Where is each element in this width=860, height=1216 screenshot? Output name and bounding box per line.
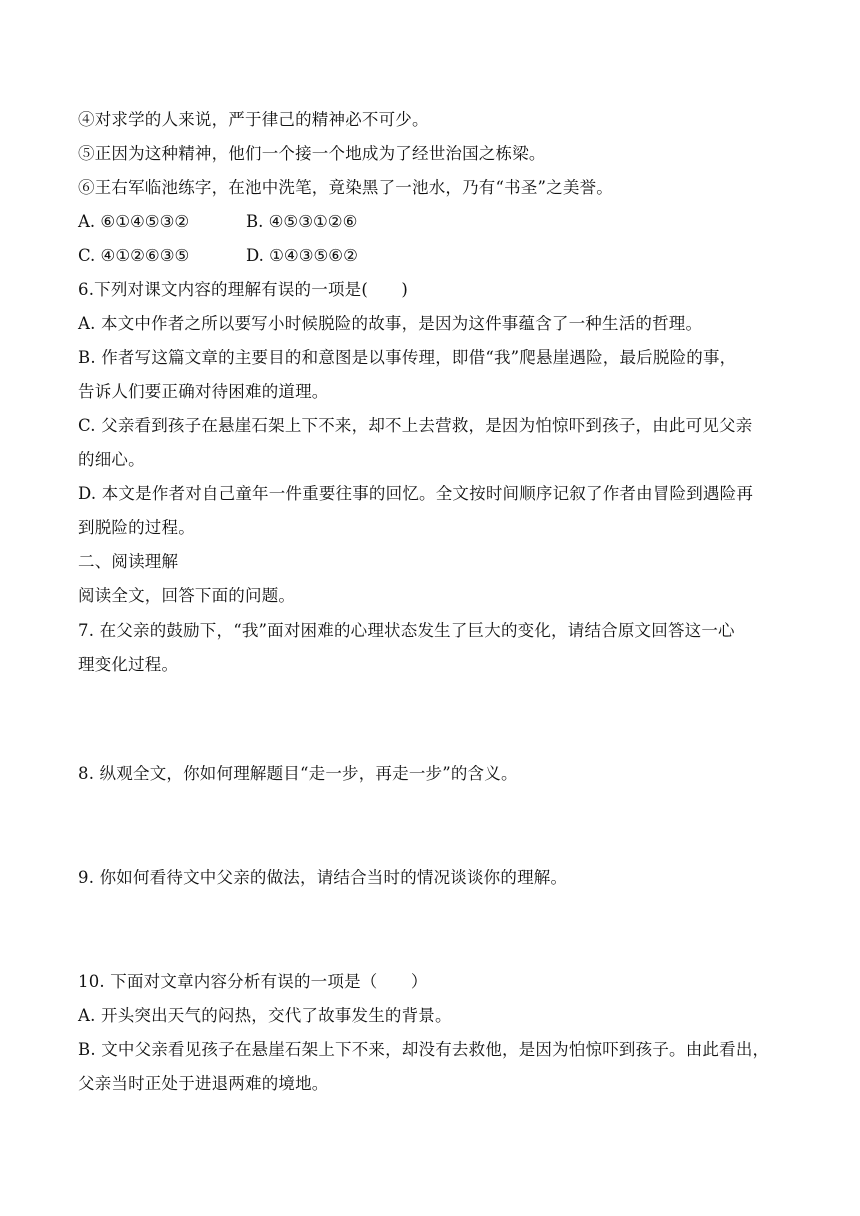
q5-options-row-2: [78, 245, 358, 267]
q7-line-2: 理变化过程。: [78, 655, 179, 674]
section-2-intro: 阅读全文，回答下面的问题。: [78, 586, 296, 605]
q10-option-a: A. 开头突出天气的闷热，交代了故事发生的背景。: [78, 1006, 452, 1025]
q10-option-b-line-2: 父亲当时正处于进退两难的境地。: [78, 1074, 329, 1093]
q5-option-b: B. ④⑤③①②⑥: [246, 212, 358, 231]
q8: 8. 纵观全文，你如何理解题目“走一步，再走一步”的含义。: [78, 764, 518, 783]
sentence-6: ⑥王右军临池练字，在池中洗笔，竟染黑了一池水，乃有“书圣”之美誉。: [78, 178, 613, 197]
q6-option-a: A. 本文中作者之所以要写小时候脱险的故事，是因为这件事蕴含了一种生活的哲理。: [78, 314, 703, 333]
q6-option-b-line-1: B. 作者写这篇文章的主要目的和意图是以事传理，即借“我”爬悬崖遇险，最后脱险的事，: [78, 348, 737, 367]
q6-option-c-line-1: C. 父亲看到孩子在悬崖石架上下不来，却不上去营救，是因为怕惊吓到孩子，由此可见父亲: [78, 416, 753, 435]
q6-option-d-line-1: D. 本文是作者对自己童年一件重要往事的回忆。全文按时间顺序记叙了作者由冒险到遇险再: [78, 484, 754, 503]
q9: 9. 你如何看待文中父亲的做法，请结合当时的情况谈谈你的理解。: [78, 868, 568, 887]
q10-option-b-line-1: B. 文中父亲看见孩子在悬崖石架上下不来，却没有去救他，是因为怕惊吓到孩子。由此看出，: [78, 1040, 770, 1059]
q5-option-c: C. ④①②⑥③⑤: [78, 246, 190, 265]
q7-line-1: 7. 在父亲的鼓励下，“我”面对困难的心理状态发生了巨大的变化，请结合原文回答这一心: [78, 621, 735, 640]
q6-option-d-line-2: 到脱险的过程。: [78, 518, 195, 537]
q6-option-b-line-2: 告诉人们要正确对待困难的道理。: [78, 382, 329, 401]
section-2-heading: 二、阅读理解: [78, 552, 179, 571]
sentence-5: ⑤正因为这种精神，他们一个接一个地成为了经世治国之栋梁。: [78, 144, 546, 163]
q6-stem: 6.下列对课文内容的理解有误的一项是( ): [78, 280, 409, 299]
q5-option-a: A. ⑥①④⑤③②: [78, 212, 190, 231]
q5-options-row-1: [78, 211, 357, 233]
q10-stem: 10. 下面对文章内容分析有误的一项是（ ）: [78, 972, 428, 991]
q5-option-d: D. ①④③⑤⑥②: [246, 246, 358, 265]
q6-option-c-line-2: 的细心。: [78, 450, 145, 469]
sentence-4: ④对求学的人来说，严于律己的精神必不可少。: [78, 110, 429, 129]
